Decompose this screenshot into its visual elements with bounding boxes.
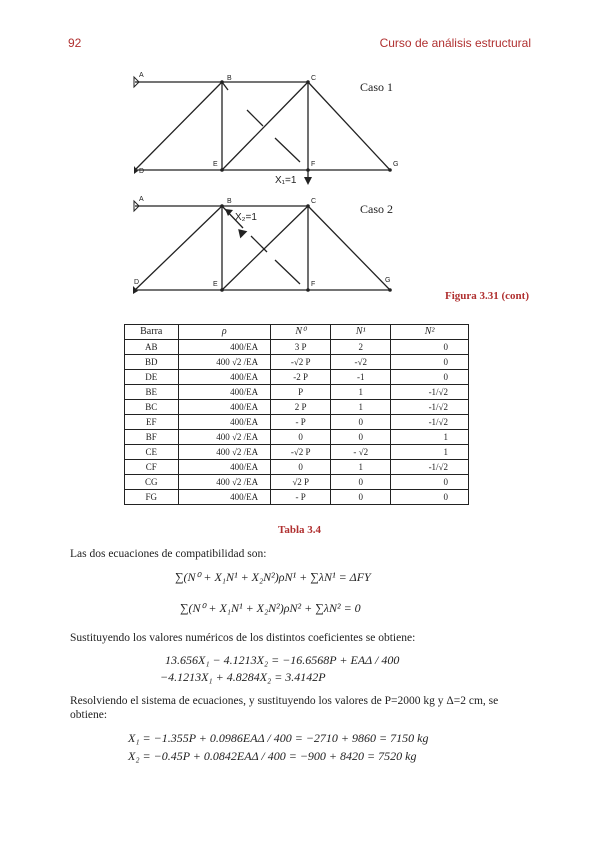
table-caption: Tabla 3.4 bbox=[278, 524, 322, 536]
figure-caption: Figura 3.31 (cont) bbox=[444, 290, 529, 302]
cell-rho: 400 √2 /EA bbox=[178, 355, 271, 370]
cell-n2: -1/√2 bbox=[391, 385, 469, 400]
cell-n0: 3 P bbox=[271, 340, 331, 355]
cell-n1: -1 bbox=[331, 370, 391, 385]
node-label: E bbox=[213, 161, 218, 168]
paragraph-solution: Resolviendo el sistema de ecuaciones, y sustituyendo los valores de P=2000 kg y Δ=2 cm, se obtiene: bbox=[70, 695, 499, 721]
table-row bbox=[125, 355, 469, 370]
cell-n2: 0 bbox=[391, 355, 469, 370]
cell-rho: 400 √2 /EA bbox=[178, 445, 271, 460]
cell-n0: √2 P bbox=[271, 475, 331, 490]
table-header-row bbox=[125, 325, 469, 340]
table-row bbox=[125, 385, 469, 400]
cell-rho: 400 √2 /EA bbox=[178, 475, 271, 490]
cell-n2: -1/√2 bbox=[391, 415, 469, 430]
cell-n2: -1/√2 bbox=[391, 460, 469, 475]
cell-n1: 0 bbox=[331, 490, 391, 505]
table-row bbox=[125, 445, 469, 460]
cell-bar: CG bbox=[125, 475, 179, 490]
cell-bar: EF bbox=[125, 415, 179, 430]
cell-n1: 0 bbox=[331, 475, 391, 490]
cell-n0: 0 bbox=[271, 430, 331, 445]
x1-label: X₁=1 bbox=[275, 175, 297, 185]
case-2-label: Caso 2 bbox=[360, 202, 393, 216]
equation-2: ∑(N⁰ + X₁N¹ + X₂N²)ρN² + ∑λN² = 0 bbox=[180, 601, 361, 615]
cell-bar: CE bbox=[125, 445, 179, 460]
cell-bar: BE bbox=[125, 385, 179, 400]
node-label: A bbox=[139, 196, 144, 203]
col-header-n0: N⁰ bbox=[271, 325, 331, 340]
col-header-n2: N² bbox=[391, 325, 469, 340]
case-1-label: Caso 1 bbox=[360, 80, 393, 94]
node-label: C bbox=[311, 198, 317, 205]
paragraph-substitution: Sustituyendo los valores numéricos de los distintos coeficientes se obtiene: bbox=[70, 632, 416, 644]
cell-bar: DE bbox=[125, 370, 179, 385]
cell-n2: 1 bbox=[391, 445, 469, 460]
cell-rho: 400/EA bbox=[178, 415, 271, 430]
cell-n0: -√2 P bbox=[271, 355, 331, 370]
cell-bar: BF bbox=[125, 430, 179, 445]
table-row bbox=[125, 430, 469, 445]
cell-n0: 2 P bbox=[271, 400, 331, 415]
node-label: B bbox=[227, 198, 232, 205]
cell-bar: AB bbox=[125, 340, 179, 355]
table-3-4 bbox=[124, 324, 469, 505]
node-label: A bbox=[139, 72, 144, 79]
cell-n0: -√2 P bbox=[271, 445, 331, 460]
cell-n1: 0 bbox=[331, 430, 391, 445]
node-label: E bbox=[213, 281, 218, 288]
cell-n1: - √2 bbox=[331, 445, 391, 460]
node-label: C bbox=[311, 75, 317, 82]
cell-n1: 0 bbox=[331, 415, 391, 430]
cell-n2: 0 bbox=[391, 490, 469, 505]
cell-n0: - P bbox=[271, 490, 331, 505]
cell-n0: 0 bbox=[271, 460, 331, 475]
table-row bbox=[125, 460, 469, 475]
node-label: B bbox=[227, 75, 232, 82]
cell-rho: 400/EA bbox=[178, 370, 271, 385]
cell-rho: 400/EA bbox=[178, 340, 271, 355]
cell-n2: 0 bbox=[391, 370, 469, 385]
paragraph-compatibility: Las dos ecuaciones de compatibilidad son: bbox=[70, 548, 267, 560]
node-label: G bbox=[385, 277, 391, 284]
cell-n1: 1 bbox=[331, 385, 391, 400]
col-header-rho: ρ bbox=[178, 325, 271, 340]
cell-n0: P bbox=[271, 385, 331, 400]
equation-4: −4.1213X₁ + 4.8284X₂ = 3.4142P bbox=[160, 670, 326, 684]
table-row bbox=[125, 490, 469, 505]
cell-bar: FG bbox=[125, 490, 179, 505]
node-label: D bbox=[134, 279, 140, 286]
x2-label: X₂=1 bbox=[235, 212, 257, 223]
table-row bbox=[125, 370, 469, 385]
page-number: 92 bbox=[68, 36, 82, 50]
cell-rho: 400/EA bbox=[178, 400, 271, 415]
node-label: F bbox=[311, 281, 316, 288]
equation-6: X₂ = −0.45P + 0.0842EAΔ / 400 = −900 + 8420 = 7520 kg bbox=[128, 749, 417, 763]
cell-bar: BD bbox=[125, 355, 179, 370]
table-row bbox=[125, 400, 469, 415]
cell-n1: 2 bbox=[331, 340, 391, 355]
table-row bbox=[125, 340, 469, 355]
cell-rho: 400/EA bbox=[178, 460, 271, 475]
node-label: D bbox=[139, 168, 145, 175]
cell-n2: 1 bbox=[391, 430, 469, 445]
equation-5: X₁ = −1.355P + 0.0986EAΔ / 400 = −2710 + 9860 = 7150 kg bbox=[128, 731, 429, 745]
cell-n1: -√2 bbox=[331, 355, 391, 370]
cell-n0: - P bbox=[271, 415, 331, 430]
node-label: G bbox=[393, 161, 399, 168]
cell-rho: 400/EA bbox=[178, 490, 271, 505]
cell-n1: 1 bbox=[331, 400, 391, 415]
cell-rho: 400 √2 /EA bbox=[178, 430, 271, 445]
equation-1: ∑(N⁰ + X₁N¹ + X₂N²)ρN¹ + ∑λN¹ = ΔFY bbox=[175, 570, 371, 584]
cell-bar: CF bbox=[125, 460, 179, 475]
col-header-barra: Barra bbox=[125, 325, 179, 340]
node-label: F bbox=[311, 161, 316, 168]
table-row bbox=[125, 475, 469, 490]
cell-n2: -1/√2 bbox=[391, 400, 469, 415]
equation-3: 13.656X₁ − 4.1213X₂ = −16.6568P + EAΔ / 400 bbox=[165, 653, 400, 667]
table-row bbox=[125, 415, 469, 430]
col-header-n1: N¹ bbox=[331, 325, 391, 340]
cell-n0: -2 P bbox=[271, 370, 331, 385]
running-title: Curso de análisis estructural bbox=[379, 36, 531, 50]
cell-n2: 0 bbox=[391, 475, 469, 490]
cell-n2: 0 bbox=[391, 340, 469, 355]
cell-n1: 1 bbox=[331, 460, 391, 475]
cell-bar: BC bbox=[125, 400, 179, 415]
cell-rho: 400/EA bbox=[178, 385, 271, 400]
